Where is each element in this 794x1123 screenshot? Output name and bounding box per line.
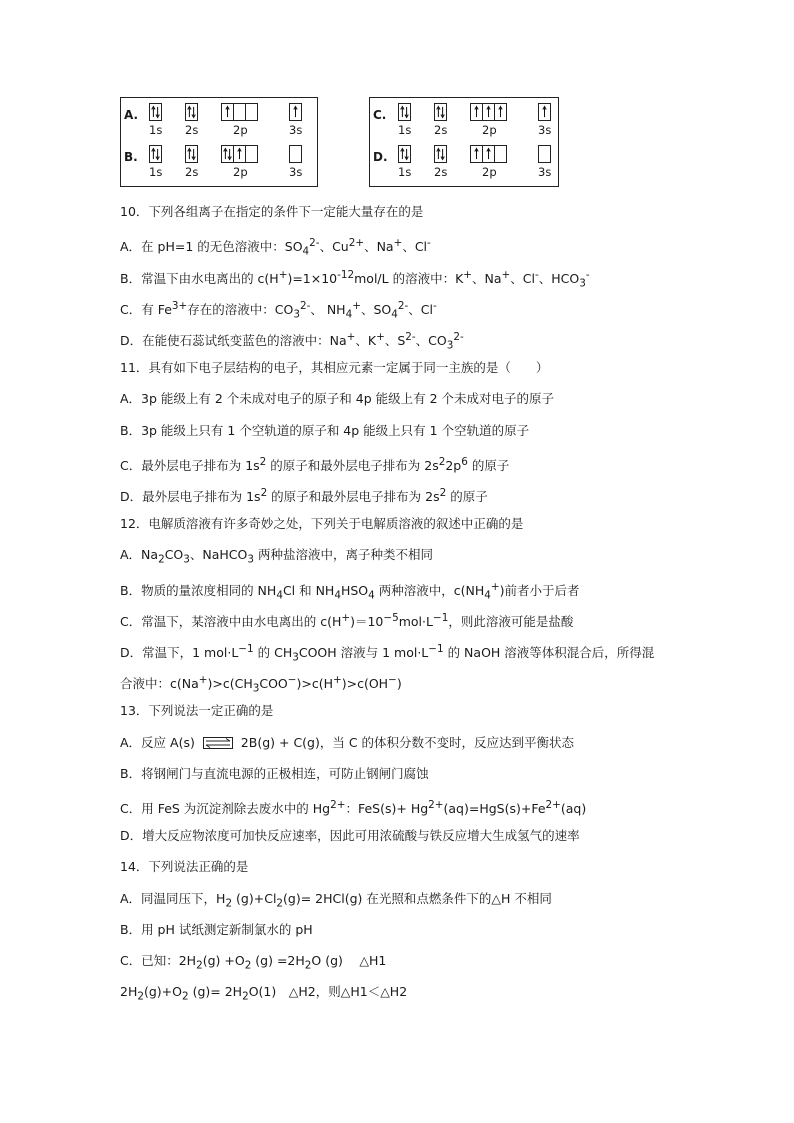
- orbital-box-group: [434, 103, 447, 121]
- orbital-box-group: [470, 145, 507, 163]
- orbital-box: [289, 145, 302, 163]
- orbital-label: 2s: [434, 123, 448, 137]
- orbital-box-group: [221, 103, 258, 121]
- up-electron-arrow-icon: [539, 104, 550, 120]
- orbital-box: [185, 103, 198, 121]
- up-electron-arrow-icon: [290, 104, 301, 120]
- orbital-label: 3s: [538, 165, 552, 179]
- orbital-label: 2s: [185, 123, 199, 137]
- orbital-label: 2p: [233, 123, 248, 137]
- orbital-label: 2p: [233, 165, 248, 179]
- text-line: C．常温下，某溶液中由水电离出的 $c(H^+)=10^{-5}mol\cdot L^{-1}$，则此溶液可能是盐酸: [120, 612, 574, 630]
- orbital-box: [398, 103, 411, 121]
- orbital-box: [149, 145, 162, 163]
- orbital-box: [494, 103, 507, 121]
- up-electron-arrow-icon: [222, 104, 233, 120]
- text-line: A．在 pH=1 的无色溶液中：$SO_4^{2-}$、$Cu^{2+}$、Na+、Cl-: [120, 237, 431, 258]
- text-line: B．3p 能级上只有 1 个空轨道的原子和 4p 能级上只有 1 个空轨道的原子: [120, 423, 530, 438]
- text-line: D．在能使石蕊试纸变蓝色的溶液中：Na+、K+、$S^{2-}$、$CO_3^{2-}$: [120, 331, 464, 352]
- orbital-box: [149, 103, 162, 121]
- orbital-box: [289, 103, 302, 121]
- orbital-box: [538, 145, 551, 163]
- orbital-box: [245, 145, 258, 163]
- paired-electron-arrows-icon: [186, 104, 197, 120]
- orbital-box-group: [149, 145, 162, 163]
- paired-electron-arrows-icon: [399, 104, 410, 120]
- orbital-label: 2s: [434, 165, 448, 179]
- orbital-box-group: [221, 145, 258, 163]
- option-letter: B.: [124, 150, 138, 164]
- up-electron-arrow-icon: [483, 146, 494, 162]
- text-line: 合液中：$c(Na^+)>c(CH_3COO^-)>c(H^+)>c(OH^-)$: [120, 674, 402, 695]
- text-line: A．同温同压下，$H_2$ $(g)+Cl_2(g)= 2HCl(g)$ 在光照和点燃条件下的△H 不相同: [120, 891, 552, 910]
- text-line: D．常温下，1 $mol\cdot L^{-1}$ 的 $CH_3COOH$ 溶液与 1 $mol\cdot L^{-1}$ 的 NaOH 溶液等体积混合后，所得混: [120, 643, 655, 664]
- orbital-box: [494, 145, 507, 163]
- text-line: $2H_2(g)+O_2$ $(g)= 2H_2O(1)$ △H2，则△H1＜△H2: [120, 984, 408, 1003]
- text-line: 14．下列说法正确的是: [120, 859, 249, 874]
- orbital-row: [121, 142, 317, 182]
- option-letter: A.: [124, 108, 139, 122]
- orbital-diagram-panel-right: [369, 97, 559, 187]
- orbital-box: [434, 145, 447, 163]
- option-letter: C.: [373, 108, 387, 122]
- text-line: B．将钢闸门与直流电源的正极相连，可防止钢闸门腐蚀: [120, 766, 429, 781]
- orbital-box: [538, 103, 551, 121]
- text-line: 12．电解质溶液有许多奇妙之处，下列关于电解质溶液的叙述中正确的是: [120, 516, 524, 531]
- orbital-label: 2p: [482, 123, 497, 137]
- paired-electron-arrows-icon: [150, 104, 161, 120]
- text-line: B．常温下由水电离出的 $c(H^+)=1\times 10^{-12}mol/L$ 的溶液中：K+、Na+、Cl-、$HCO_3^-$: [120, 269, 590, 290]
- text-line: A．3p 能级上有 2 个未成对电子的原子和 4p 能级上有 2 个未成对电子的原子: [120, 391, 555, 406]
- orbital-box: [398, 145, 411, 163]
- text-line: A．$Na_2CO_3$、NaHCO$_3$ 两种盐溶液中，离子种类不相同: [120, 547, 433, 566]
- up-electron-arrow-icon: [471, 146, 482, 162]
- text-line: C．有 $Fe^{3+}$存在的溶液中：$CO_3^{2-}$、 $NH_4^+$、$SO_4^{2-}$、Cl-: [120, 300, 437, 321]
- orbital-box: [245, 103, 258, 121]
- orbital-label: 2s: [185, 165, 199, 179]
- orbital-box-group: [398, 145, 411, 163]
- text-line: C．用 FeS 为沉淀剂除去废水中的 $Hg^{2+}$：$FeS(s)+ Hg^{2+}(aq)=HgS(s)+Fe^{2+}(aq)$: [120, 799, 587, 817]
- orbital-row: [370, 142, 558, 182]
- orbital-box-group: [289, 103, 302, 121]
- orbital-box-group: [149, 103, 162, 121]
- paired-electron-arrows-icon: [399, 146, 410, 162]
- orbital-box-group: [185, 145, 198, 163]
- up-electron-arrow-icon: [234, 146, 245, 162]
- equilibrium-arrow-icon: [203, 737, 233, 749]
- option-letter: D.: [373, 150, 388, 164]
- text-line: 13．下列说法一定正确的是: [120, 703, 274, 718]
- text-line: 11．具有如下电子层结构的电子，其相应元素一定属于同一主族的是（ ）: [120, 360, 549, 375]
- orbital-label: 3s: [538, 123, 552, 137]
- paired-electron-arrows-icon: [150, 146, 161, 162]
- orbital-label: 1s: [398, 123, 412, 137]
- orbital-box-group: [470, 103, 507, 121]
- orbital-box-group: [398, 103, 411, 121]
- orbital-label: 1s: [149, 123, 163, 137]
- text-line: C．已知：$2H_2(g) +O_2$ $(g) =2H_2O$ (g) △H1: [120, 953, 387, 972]
- text-line: 10．下列各组离子在指定的条件下一定能大量存在的是: [120, 204, 424, 219]
- orbital-row: [121, 100, 317, 140]
- orbital-label: 3s: [289, 165, 303, 179]
- text-line: D．增大反应物浓度可加快反应速率，因此可用浓硫酸与铁反应增大生成氢气的速率: [120, 828, 580, 843]
- orbital-box-group: [538, 145, 551, 163]
- text-line: B．物质的量浓度相同的 $NH_4Cl$ 和 $NH_4HSO_4$ 两种溶液中，$c(NH_4^+)$前者小于后者: [120, 581, 580, 602]
- text-line: A．反应 A(s) 2B(g) + C(g)，当 C 的体积分数不变时，反应达到平衡状态: [120, 735, 575, 750]
- paired-electron-arrows-icon: [435, 104, 446, 120]
- up-electron-arrow-icon: [471, 104, 482, 120]
- orbital-diagram-panel-left: [120, 97, 318, 187]
- orbital-label: 2p: [482, 165, 497, 179]
- text-line: C．最外层电子排布为 $1s^2$ 的原子和最外层电子排布为 $2s^22p^6$ 的原子: [120, 456, 510, 474]
- paired-electron-arrows-icon: [186, 146, 197, 162]
- orbital-box-group: [289, 145, 302, 163]
- orbital-label: 1s: [398, 165, 412, 179]
- orbital-row: [370, 100, 558, 140]
- orbital-box: [434, 103, 447, 121]
- orbital-label: 3s: [289, 123, 303, 137]
- paired-electron-arrows-icon: [435, 146, 446, 162]
- orbital-box-group: [185, 103, 198, 121]
- orbital-label: 1s: [149, 165, 163, 179]
- paired-electron-arrows-icon: [222, 146, 233, 162]
- orbital-box-group: [538, 103, 551, 121]
- up-electron-arrow-icon: [483, 104, 494, 120]
- orbital-box: [185, 145, 198, 163]
- up-electron-arrow-icon: [495, 104, 506, 120]
- text-line: B．用 pH 试纸测定新制氯水的 pH: [120, 922, 313, 937]
- text-line: D．最外层电子排布为 $1s^2$ 的原子和最外层电子排布为 $2s^2$ 的原子: [120, 487, 488, 505]
- orbital-box-group: [434, 145, 447, 163]
